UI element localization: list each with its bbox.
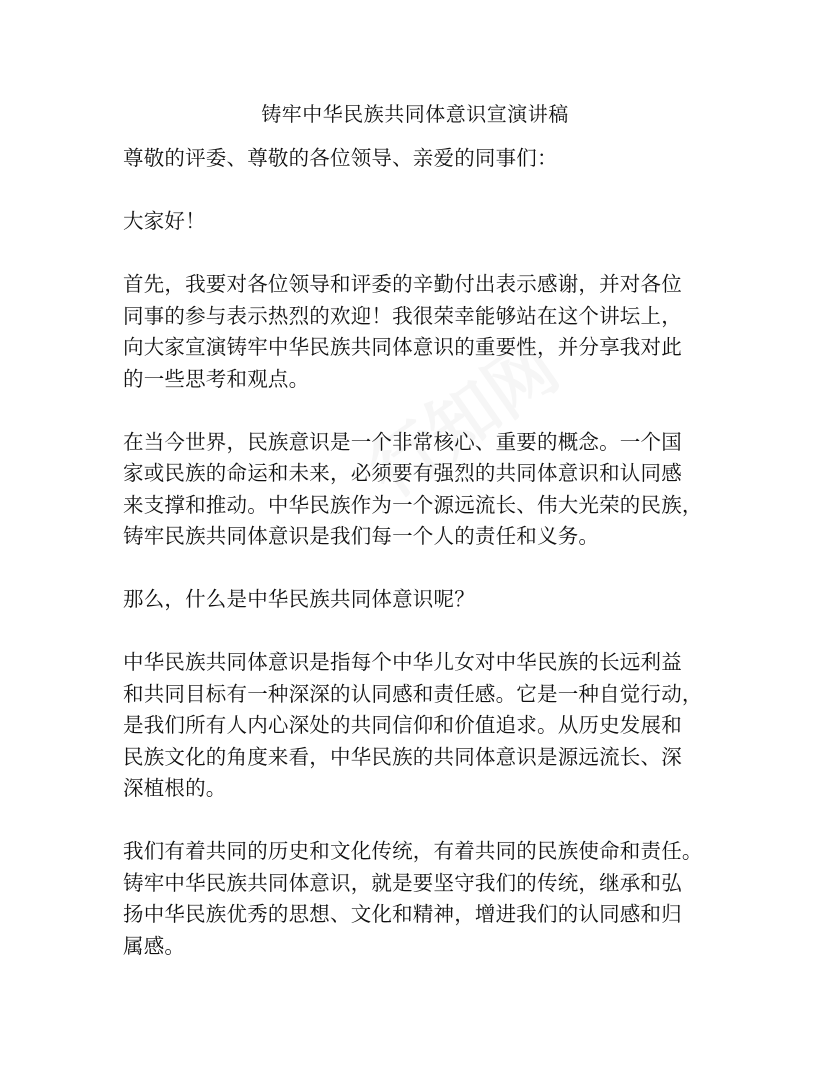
paragraph-definition bbox=[123, 647, 763, 805]
text-line: 来支撑和推动。中华民族作为一个源远流长、伟大光荣的民族， bbox=[123, 492, 703, 517]
paragraph-question bbox=[123, 584, 763, 616]
text-line: 同事的参与表示热烈的欢迎！我很荣幸能够站在这个讲坛上， bbox=[123, 303, 682, 328]
text-line: 首先，我要对各位领导和评委的辛勤付出表示感谢，并对各位 bbox=[123, 272, 682, 296]
text-line: 的一些思考和观点。 bbox=[123, 366, 310, 391]
document-body bbox=[123, 143, 763, 994]
text-line: 民族文化的角度来看，中华民族的共同体意识是源远流长、深 bbox=[123, 744, 682, 769]
text-line: 那么，什么是中华民族共同体意识呢？ bbox=[123, 587, 475, 611]
paragraph-greeting bbox=[123, 206, 763, 238]
text-line: 扬中华民族优秀的思想、文化和精神，增进我们的认同感和归 bbox=[123, 902, 682, 926]
text-line: 家或民族的命运和未来，必须要有强烈的共同体意识和认同感 bbox=[123, 461, 682, 485]
text-line: 尊敬的评委、尊敬的各位领导、亲爱的同事们： bbox=[123, 146, 558, 170]
text-line: 铸牢民族共同体意识是我们每一个人的责任和义务。 bbox=[123, 524, 600, 548]
paragraph-salutation bbox=[123, 143, 763, 175]
text-line: 铸牢中华民族共同体意识，就是要坚守我们的传统，继承和弘 bbox=[123, 870, 682, 895]
paragraph-intro bbox=[123, 269, 763, 395]
text-line: 在当今世界，民族意识是一个非常核心、重要的概念。一个国 bbox=[123, 429, 682, 454]
document-title: 铸牢中华民族共同体意识宣演讲稿 bbox=[261, 102, 569, 126]
text-line: 和共同目标有一种深深的认同感和责任感。它是一种自觉行动， bbox=[123, 681, 703, 706]
text-line: 大家好！ bbox=[123, 209, 206, 233]
text-line: 是我们所有人内心深处的共同信仰和价值追求。从历史发展和 bbox=[123, 713, 682, 737]
text-line: 中华民族共同体意识是指每个中华儿女对中华民族的长远利益 bbox=[123, 650, 682, 674]
text-line: 向大家宣演铸牢中华民族共同体意识的重要性，并分享我对此 bbox=[123, 335, 682, 359]
text-line: 我们有着共同的历史和文化传统，有着共同的民族使命和责任。 bbox=[123, 839, 703, 863]
paragraph-world-context bbox=[123, 427, 763, 553]
paragraph-tradition bbox=[123, 836, 763, 962]
text-line: 属感。 bbox=[123, 933, 186, 958]
text-line: 深植根的。 bbox=[123, 776, 227, 800]
